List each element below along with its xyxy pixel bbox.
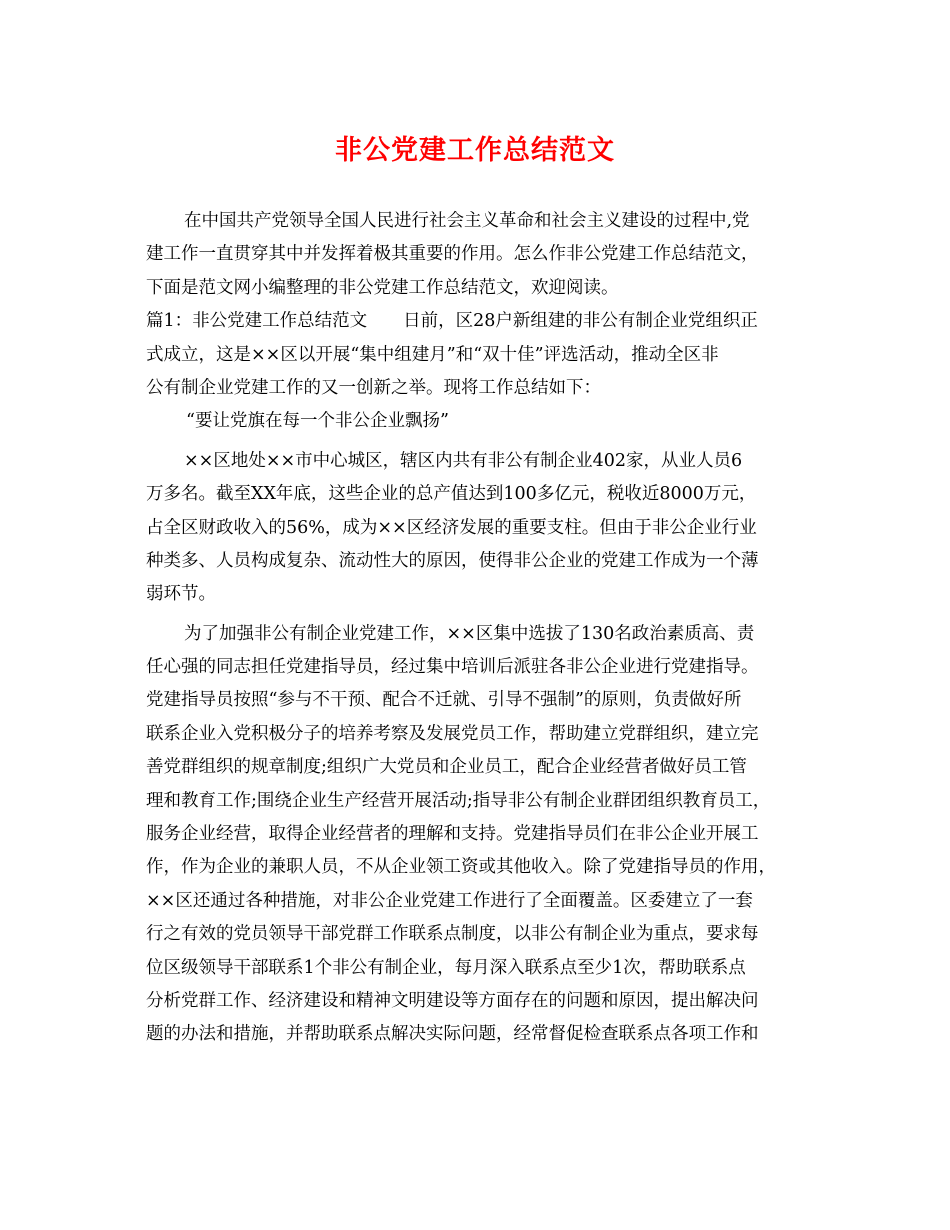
paragraph-line: 分析党群工作、经济建设和精神文明建设等方面存在的问题和原因，提出解决问 xyxy=(146,990,759,1011)
paragraph-line: 题的办法和措施，并帮助联系点解决实际问题，经常督促检查联系点各项工作和 xyxy=(146,1024,759,1045)
paragraph-line: 位区级领导干部联系1个非公有制企业，每月深入联系点至少1次，帮助联系点 xyxy=(146,957,746,978)
paragraph-line: 善党群组织的规章制度;组织广大党员和企业员工，配合企业经营者做好员工管 xyxy=(146,757,747,778)
paragraph-line: 行之有效的党员领导干部党群工作联系点制度，以非公有制企业为重点，要求每 xyxy=(146,924,759,945)
paragraph-line: 联系企业入党积极分子的培养考察及发展党员工作，帮助建立党群组织，建立完 xyxy=(146,723,759,744)
paragraph-line: ××区还通过各种措施，对非公企业党建工作进行了全面覆盖。区委建立了一套 xyxy=(146,890,753,911)
paragraph-line: 任心强的同志担任党建指导员，经过集中培训后派驻各非公企业进行党建指导。 xyxy=(146,657,759,678)
paragraph-line: 党建指导员按照“参与不干预、配合不迁就、引导不强制”的原则，负责做好所 xyxy=(146,690,742,711)
paragraph-line: 弱环节。 xyxy=(146,584,216,605)
document-title: 非公党建工作总结范文 xyxy=(335,135,615,166)
paragraph-line: 在中国共产党领导全国人民进行社会主义革命和社会主义建设的过程中,党 xyxy=(184,211,750,231)
paragraph-line: 建工作一直贯穿其中并发挥着极其重要的作用。怎么作非公党建工作总结范文， xyxy=(146,244,759,265)
paragraph-line: 服务企业经营，取得企业经营者的理解和支持。党建指导员们在非公企业开展工 xyxy=(146,824,759,845)
paragraph-line: ××区地处××市中心城区，辖区内共有非公有制企业402家，从业人员6 xyxy=(184,450,743,471)
quote-subheading: “要让党旗在每一个非公企业飘扬” xyxy=(186,411,449,432)
section-intro: 日前，区28户新组建的非公有制企业党组织正 xyxy=(403,311,758,332)
section-heading-line xyxy=(146,305,806,338)
paragraph-line: 作，作为企业的兼职人员，不从企业领工资或其他收入。除了党建指导员的作用， xyxy=(146,857,776,878)
section-heading: 篇1：非公党建工作总结范文 xyxy=(146,311,368,332)
paragraph-line: 占全区财政收入的56%，成为××区经济发展的重要支柱。但由于非公企业行业 xyxy=(146,517,757,538)
paragraph-line: 理和教育工作;围绕企业生产经营开展活动;指导非公有制企业群团组织教育员工， xyxy=(146,790,771,811)
paragraph-line: 种类多、人员构成复杂、流动性大的原因，使得非公企业的党建工作成为一个薄 xyxy=(146,550,759,571)
paragraph-line: 万多名。截至XX年底，这些企业的总产值达到100多亿元，税收近8000万元， xyxy=(146,484,757,505)
paragraph-line: 式成立，这是××区以开展“集中组建月”和“双十佳”评选活动，推动全区非 xyxy=(146,344,719,365)
document-body xyxy=(146,205,806,1052)
paragraph-line: 为了加强非公有制企业党建工作，××区集中选拔了130名政治素质高、责 xyxy=(184,623,755,644)
paragraph-line: 下面是范文网小编整理的非公党建工作总结范文，欢迎阅读。 xyxy=(146,277,619,298)
paragraph-line: 公有制企业党建工作的又一创新之举。现将工作总结如下： xyxy=(146,377,601,398)
